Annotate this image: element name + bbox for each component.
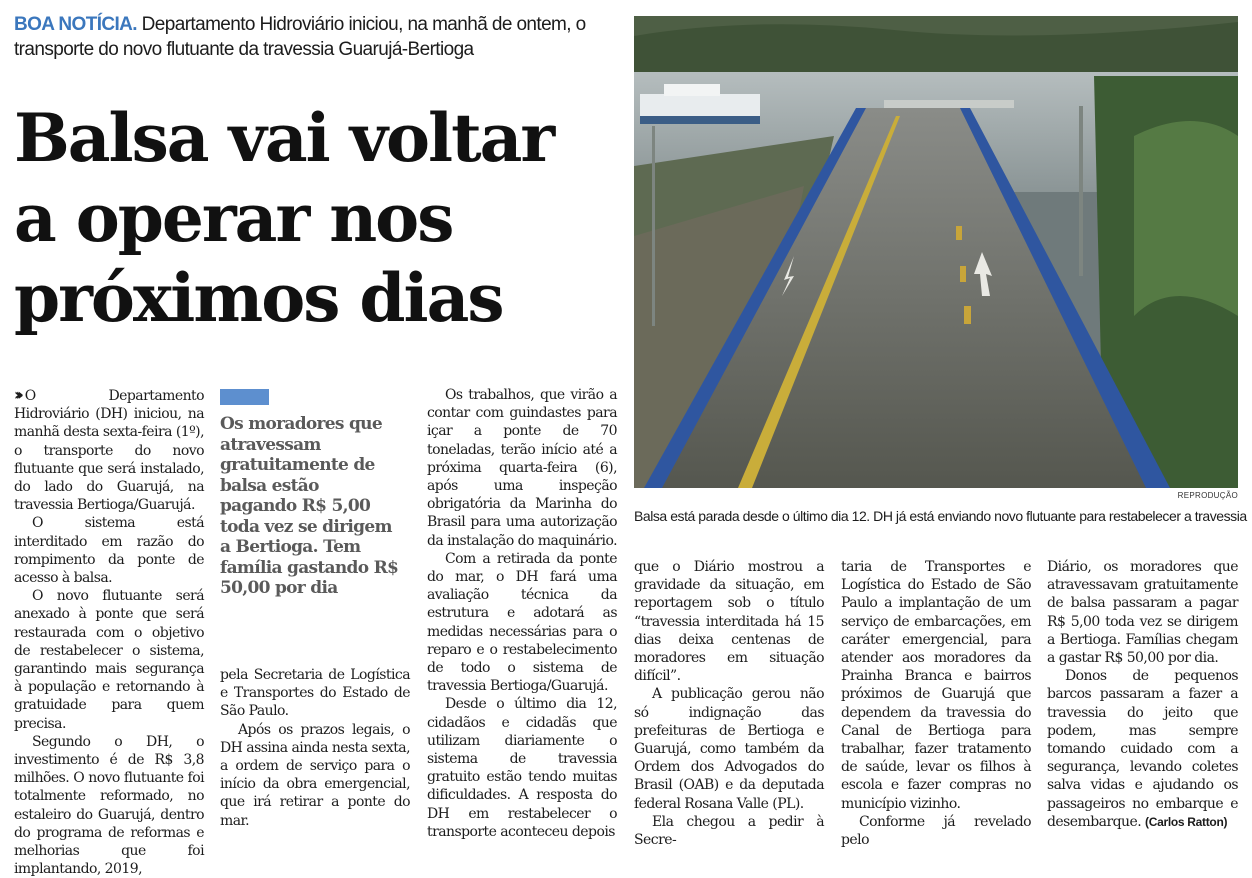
paragraph: que o Diário mostrou a gravidade da situação, em reportagem sob o título “travessia interditada há 15 dias deixa centenas de moradores em situação difícil”. [634, 559, 824, 685]
author-signature: (Carlos Ratton) [1145, 814, 1228, 829]
pullquote-bar [220, 389, 269, 405]
headline-line-3: próximos dias [14, 259, 503, 337]
ferry-ramp-photo [634, 16, 1238, 488]
right-foliage [1134, 121, 1238, 316]
paragraph: Após os prazos legais, o DH assina ainda nesta sexta, a ordem de serviço para o início da obra emergencial, que irá retirar a ponte do mar. [220, 721, 410, 829]
kicker-text: Departamento Hidroviário iniciou, na manhã de ontem, o transporte do novo flutuante da travessia Guarujá-Bertioga [14, 14, 586, 60]
paragraph: Diário, os moradores que atravessavam gratuitamente de balsa passaram a pagar R$ 5,00 toda vez se dirigem a Bertioga. Famílias chegam a gastar R$ 50,00 por dia. [1047, 559, 1238, 667]
paragraph: Desde o último dia 12, cidadãos e cidadãs que utilizam diariamente o sistema de travessia gratuito estão tendo muitas dificuldades. A resposta do DH em restabelecer o transporte aconteceu depois [427, 696, 617, 840]
paragraph: Donos de pequenos barcos passaram a fazer a travessia do jeito que podem, mas sempre tomando cuidado com a segurança, levando coletes salva vidas e ajudando os passageiros no embarque e desembarque. (Carlos Ratton) [1047, 668, 1238, 830]
paragraph: O novo flutuante será anexado à ponte que será restaurada com o objetivo de restabelecer o sistema, garantindo mais segurança à população e retornando à gratuidade para quem precisa. [14, 588, 204, 732]
paragraph: ››› O Departamento Hidroviário (DH) iniciou, na manhã desta sexta-feira (1º), o transporte do novo flutuante que será instalado, do lado do Guarujá, na travessia Bertioga/Guarujá. [14, 385, 204, 514]
paragraph: Ela chegou a pedir à Secre- [634, 813, 824, 849]
photo-credit: REPRODUÇÃO [1177, 491, 1238, 500]
ferry-boat [640, 94, 760, 118]
article-column-4 [634, 558, 824, 849]
paragraph: Conforme já revelado pelo [841, 813, 1031, 849]
kicker-tag: BOA NOTÍCIA. [14, 14, 137, 35]
paragraph: A publicação gerou não só indignação das prefeituras de Bertioga e Guarujá, como também da Ordem dos Advogados do Brasil (OAB) e da deputada federal Rosana Valle (PL). [634, 686, 824, 812]
photo-caption: Balsa está parada desde o último dia 12. DH já está enviando novo flutuante para restabelecer a travessia [634, 508, 1247, 524]
paragraph: O sistema está interditado em razão do rompimento da ponte de acesso à balsa. [14, 515, 204, 587]
distant-dock [884, 100, 1014, 108]
article-column-6 [1047, 558, 1238, 831]
article-column-3 [427, 386, 617, 841]
ferry-hull [640, 116, 760, 124]
headline-line-1: Balsa vai voltar [14, 99, 554, 177]
article-column-5 [841, 558, 1031, 849]
bollard [964, 306, 971, 324]
chevron-right-icon: ››› [14, 385, 19, 404]
headline [14, 98, 614, 338]
paragraph: Com a retirada da ponte do mar, o DH fará uma avaliação técnica da estrutura e adotará as medidas necessárias para o reparo e o restabelecimento de todo o sistema de travessia Bertioga/Guarujá. [427, 550, 617, 695]
paragraph: Os trabalhos, que virão a contar com guindastes para içar a ponte de 70 toneladas, terão início até a próxima quarta-feira (6), após uma inspeção obrigatória da Marinha do Brasil para uma autorização da instalação do maquinário. [427, 387, 617, 549]
paragraph: taria de Transportes e Logística do Estado de São Paulo a implantação de um serviço de embarcações, em caráter emergencial, para atender aos moradores da Prainha Branca e bairros próximos de Guarujá que dependem da travessia do Canal de Bertioga para trabalhar, fazer tratamento de saúde, levar os filhos à escola e fazer compras no município vizinho. [841, 559, 1031, 812]
pullquote: Os moradores que atravessam gratuitamente de balsa estão pagando R$ 5,00 toda vez se dirigem a Bertioga. Tem família gastando R$ 50,00 por dia [220, 414, 399, 598]
article-column-2 [220, 666, 410, 830]
lamp-post [1079, 106, 1083, 276]
bollard [960, 266, 966, 282]
paragraph: pela Secretaria de Logística e Transportes do Estado de São Paulo. [220, 667, 410, 720]
article-column-1 [14, 386, 204, 878]
kicker [14, 12, 614, 62]
lamp-post [652, 126, 655, 326]
ferry-cabin [664, 84, 720, 96]
headline-line-2: a operar nos [14, 179, 453, 257]
bollard [956, 226, 962, 240]
paragraph: Segundo o DH, o investimento é de R$ 3,8 milhões. O novo flutuante foi totalmente reformado, no estaleiro do Guarujá, dentro do programa de reformas e melhorias que foi implantando, 2019, [14, 733, 204, 878]
ferry-ramp-illustration [634, 16, 1238, 488]
